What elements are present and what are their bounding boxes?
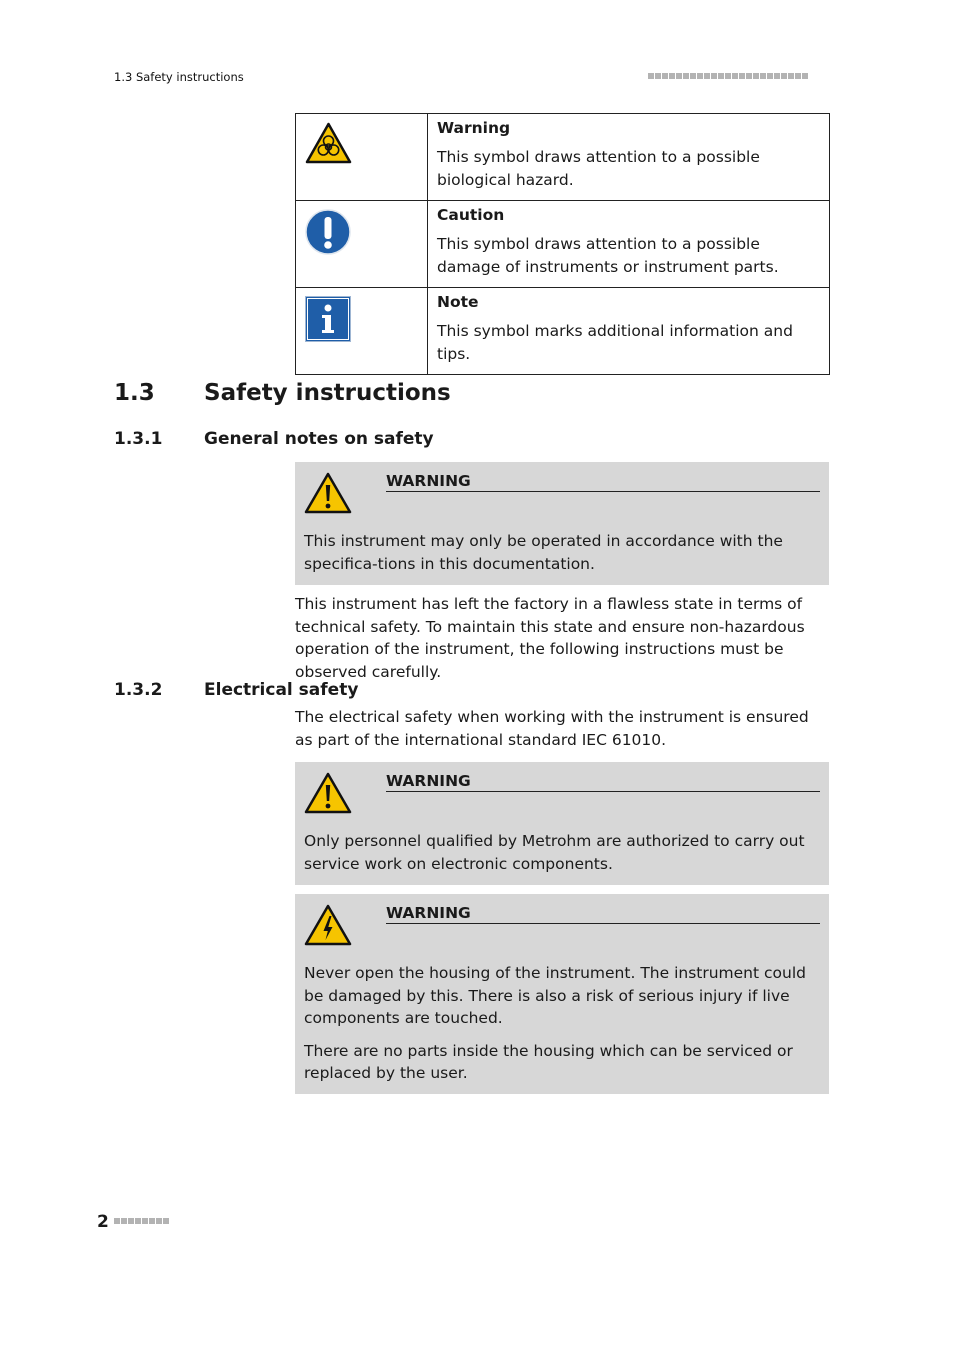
decoration-square: [149, 1218, 155, 1224]
decoration-square: [767, 73, 773, 79]
header-decoration: [648, 73, 808, 79]
warning-text: There are no parts inside the housing which can be serviced or replaced by the user.: [304, 1041, 793, 1082]
symbol-cell: [296, 114, 428, 201]
decoration-square: [718, 73, 724, 79]
decoration-square: [690, 73, 696, 79]
decoration-square: [163, 1218, 169, 1224]
warning-text: Never open the housing of the instrument. The instrument could be damaged by this. There is also a risk of serious injury if live components are touched.: [304, 964, 806, 1027]
info-icon: [305, 296, 351, 342]
warning-triangle-icon: [304, 772, 352, 814]
decoration-square: [683, 73, 689, 79]
decoration-square: [802, 73, 808, 79]
decoration-square: [774, 73, 780, 79]
decoration-square: [648, 73, 654, 79]
caution-icon: [305, 209, 351, 255]
warning-box: [295, 762, 829, 885]
decoration-square: [781, 73, 787, 79]
warning-triangle-icon: [304, 472, 352, 514]
warning-box: [295, 462, 829, 585]
page-number: 2: [97, 1212, 109, 1232]
decoration-square: [114, 1218, 120, 1224]
decoration-square: [760, 73, 766, 79]
footer-decoration: [114, 1218, 169, 1224]
decoration-square: [739, 73, 745, 79]
symbol-description-cell: [428, 201, 830, 288]
decoration-square: [788, 73, 794, 79]
section-number: 1.3: [114, 380, 155, 406]
high-voltage-icon: [304, 904, 352, 946]
subsection-title: Electrical safety: [204, 680, 359, 700]
symbol-description: This symbol marks additional information and tips.: [437, 322, 793, 363]
decoration-square: [128, 1218, 134, 1224]
decoration-square: [732, 73, 738, 79]
symbol-cell: [296, 288, 428, 375]
decoration-square: [795, 73, 801, 79]
symbol-description-cell: [428, 288, 830, 375]
table-row: [296, 114, 830, 201]
symbol-table: [295, 113, 830, 375]
subsection-number: 1.3.2: [114, 680, 163, 700]
subsection-title: General notes on safety: [204, 429, 434, 449]
warning-text: Only personnel qualified by Metrohm are authorized to carry out service work on electronic components.: [304, 832, 805, 873]
body-paragraph: This instrument has left the factory in a flawless state in terms of technical safety. To maintain this state and ensure non-hazardous operation of the instrument, the following instructions must be observed carefully.: [295, 595, 805, 681]
subsection-number: 1.3.1: [114, 429, 163, 449]
body-paragraph: The electrical safety when working with the instrument is ensured as part of the international standard IEC 61010.: [295, 708, 809, 749]
warning-text: This instrument may only be operated in accordance with the specifica-tions in this documentation.: [304, 532, 783, 573]
symbol-description: This symbol draws attention to a possible biological hazard.: [437, 148, 760, 189]
table-row: [296, 288, 830, 375]
decoration-square: [142, 1218, 148, 1224]
biohazard-icon: [305, 122, 352, 164]
decoration-square: [746, 73, 752, 79]
decoration-square: [121, 1218, 127, 1224]
decoration-square: [669, 73, 675, 79]
decoration-square: [135, 1218, 141, 1224]
symbol-title: Warning: [437, 119, 511, 137]
symbol-title: Note: [437, 293, 479, 311]
decoration-square: [655, 73, 661, 79]
decoration-square: [753, 73, 759, 79]
symbol-description: This symbol draws attention to a possible damage of instruments or instrument parts.: [437, 235, 779, 276]
warning-title: WARNING: [386, 472, 820, 492]
decoration-square: [156, 1218, 162, 1224]
decoration-square: [704, 73, 710, 79]
warning-box: [295, 894, 829, 1094]
decoration-square: [725, 73, 731, 79]
symbol-title: Caution: [437, 206, 505, 224]
decoration-square: [676, 73, 682, 79]
decoration-square: [711, 73, 717, 79]
decoration-square: [662, 73, 668, 79]
symbol-description-cell: [428, 114, 830, 201]
warning-title: WARNING: [386, 772, 820, 792]
symbol-cell: [296, 201, 428, 288]
decoration-square: [697, 73, 703, 79]
warning-title: WARNING: [386, 904, 820, 924]
section-title: Safety instructions: [204, 380, 451, 406]
running-header: 1.3 Safety instructions: [114, 70, 244, 84]
table-row: [296, 201, 830, 288]
